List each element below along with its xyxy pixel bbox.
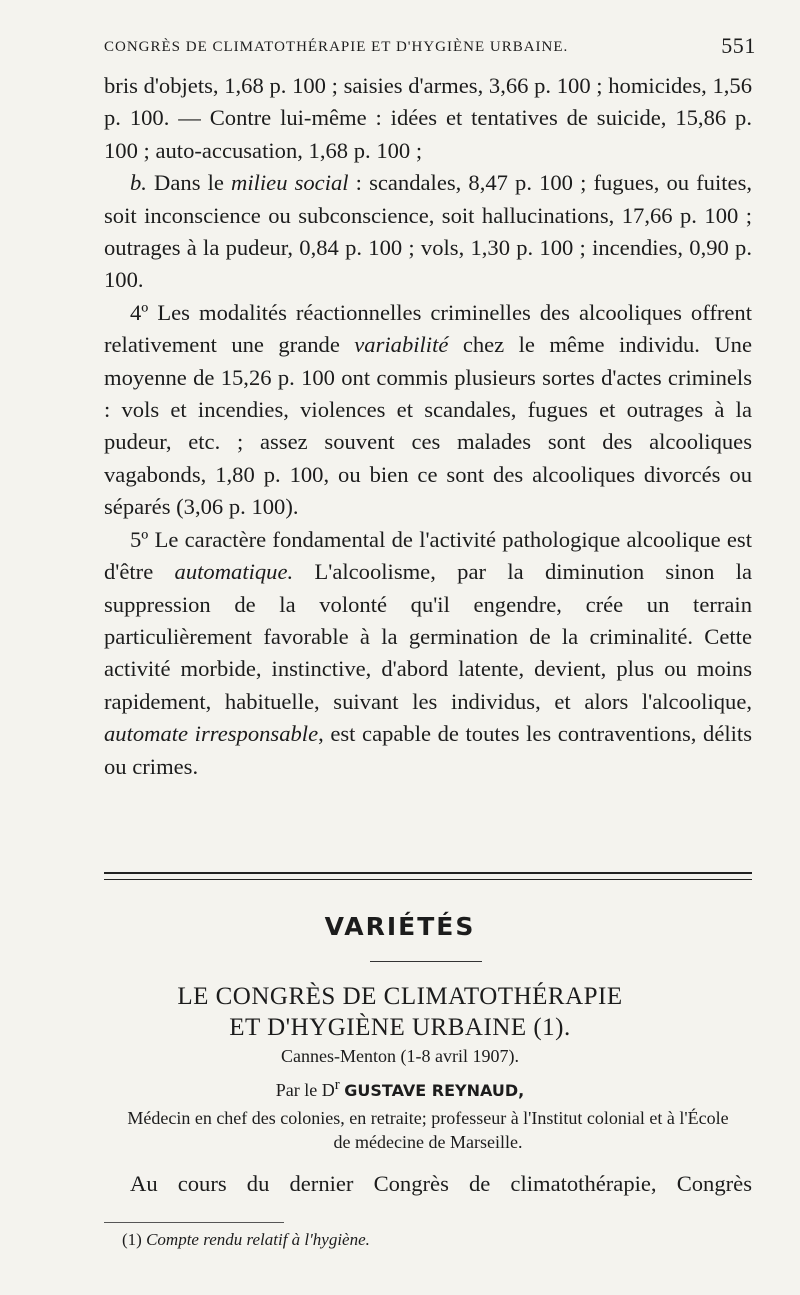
paragraph-3-rest: chez le même individu. Une moyenne de 15,26 p. 100 ont commis plusieurs sortes d'actes criminels : vols et incendies, violences et scandales, fugues et outrages à la pudeur, etc. ; assez souvent ces malades sont des alcooliques vagabonds, 1,80 p. 100, ou bien ce sont des alcooliques divorcés ou séparés (3,06 p. 100). — [104, 332, 752, 520]
footnote — [122, 1230, 370, 1250]
running-title: CONGRÈS DE CLIMATOTHÉRAPIE ET D'HYGIÈNE URBAINE. — [104, 39, 569, 55]
author-name: GUSTAVE REYNAUD, — [344, 1081, 525, 1100]
paragraph-1 — [104, 70, 752, 167]
paragraph-2 — [104, 167, 752, 297]
paragraph-4-rest: , est capable de toutes les contraventions, délits ou crimes. — [104, 721, 752, 779]
byline-superscript: r — [334, 1077, 340, 1093]
list-label-b: b. — [130, 170, 147, 196]
article-title-line-2: ET D'HYGIÈNE URBAINE (1). — [229, 1014, 571, 1041]
section-heading: VARIÉTÉS — [324, 912, 476, 941]
paragraph-3 — [104, 297, 752, 524]
paragraph-4 — [104, 524, 752, 783]
place-date: Cannes-Menton (1-8 avril 1907). — [281, 1046, 519, 1066]
section-heading-rule — [370, 961, 482, 962]
paragraph-3-emphasis: variabilité — [354, 332, 449, 358]
running-head — [104, 33, 756, 58]
byline — [0, 1077, 800, 1101]
paragraph-2-rest: : scandales, 8,47 p. 100 ; fugues, ou fuites, soit inconscience ou subconscience, soit hallucinations, 17,66 p. 100 ; outrages à la pudeur, 0,84 p. 100 ; vols, 1,30 p. 100 ; incendies, 0,90 p. 100. — [104, 170, 753, 293]
article-lead-sentence: Au cours du dernier Congrès de climatothérapie, Congrès — [130, 1171, 752, 1196]
body-text — [104, 70, 752, 783]
author-affiliation: Médecin en chef des colonies, en retraite; professeur à l'Institut colonial et à l'École de médecine de Marseille. — [127, 1108, 729, 1152]
paragraph-4-mid: L'alcoolisme, par la diminution sinon la suppression de la volonté qu'il engendre, crée un terrain particulièrement favorable à la germination de la criminalité. Cette activité morbide, instinctive, d'abord latente, devient, plus ou moins rapidement, habituelle, suivant les individus, et alors l'alcoolique, — [104, 559, 752, 714]
byline-prefix: Par le D — [275, 1080, 335, 1100]
paragraph-4-emphasis-1: automatique. — [174, 559, 294, 585]
footnote-marker: (1) — [122, 1230, 142, 1249]
article-title-line-1: LE CONGRÈS DE CLIMATOTHÉRAPIE — [177, 983, 623, 1010]
paragraph-4-lead: 5º Le caractère fondamental de l'activité pathologique alcoolique est d'être — [104, 526, 752, 585]
paragraph-3-lead: 4º Les modalités réactionnelles criminelles des alcooliques offrent relativement une grande — [104, 299, 752, 358]
paragraph-1-text: bris d'objets, 1,68 p. 100 ; saisies d'armes, 3,66 p. 100 ; homicides, 1,56 p. 100. — Contre lui-même : idées et tentatives de suicide, 15,86 p. 100 ; auto-accusation, 1,68 p. 100 ; — [104, 73, 752, 163]
paragraph-4-emphasis-2: automate irresponsable — [104, 721, 319, 747]
footnote-rule — [104, 1222, 284, 1223]
page-number: 551 — [721, 33, 756, 58]
paragraph-2-emphasis: milieu social — [231, 170, 349, 196]
paragraph-2-lead: Dans le — [146, 170, 232, 196]
footnote-text: Compte rendu relatif à l'hygiène. — [146, 1230, 370, 1249]
section-divider — [104, 872, 752, 880]
